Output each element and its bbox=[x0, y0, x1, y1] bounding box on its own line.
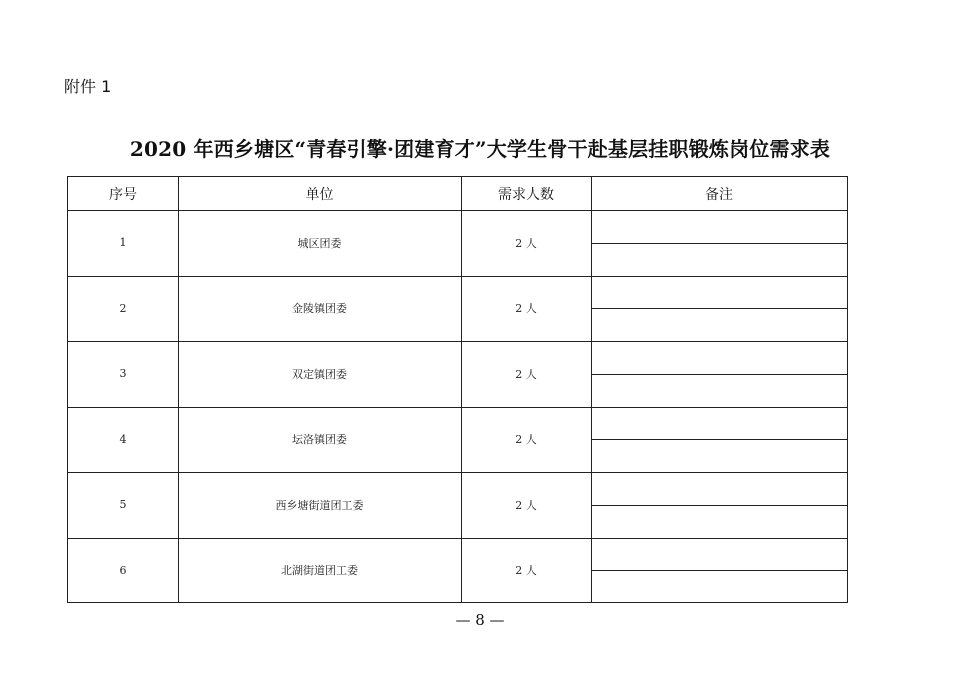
note-divider bbox=[591, 243, 847, 244]
row-note-cell bbox=[591, 505, 847, 538]
requirements-table bbox=[67, 176, 848, 603]
row-index: 1 bbox=[119, 236, 127, 250]
row-count: 2 人 bbox=[515, 236, 537, 250]
row-unit: 城区团委 bbox=[297, 236, 342, 250]
note-divider bbox=[591, 374, 847, 375]
attachment-label: 附件 1 bbox=[64, 77, 112, 96]
row-unit: 坛洛镇团委 bbox=[292, 433, 347, 447]
note-divider bbox=[591, 439, 847, 440]
row-index: 3 bbox=[119, 367, 127, 381]
row-note-cell bbox=[591, 407, 847, 440]
row-index: 4 bbox=[119, 432, 127, 446]
row-note-cell bbox=[591, 472, 847, 505]
row-unit: 西乡塘街道团工委 bbox=[275, 498, 364, 512]
row-note-cell bbox=[591, 308, 847, 341]
row-note-cell bbox=[591, 341, 847, 374]
page-number: — 8 — bbox=[455, 611, 505, 629]
row-unit: 双定镇团委 bbox=[292, 367, 347, 381]
row-unit: 北湖街道团工委 bbox=[281, 564, 358, 578]
row-note-cell bbox=[591, 538, 847, 571]
header-unit: 单位 bbox=[305, 186, 334, 203]
row-note-cell bbox=[591, 439, 847, 472]
row-note-cell bbox=[591, 570, 847, 603]
row-unit: 金陵镇团委 bbox=[292, 302, 347, 316]
row-note-cell bbox=[591, 210, 847, 243]
row-count: 2 人 bbox=[515, 302, 537, 316]
page-title: 2020 年西乡塘区“青春引擎·团建育才”大学生骨干赴基层挂职锻炼岗位需求表 bbox=[129, 137, 831, 161]
row-count: 2 人 bbox=[515, 564, 537, 578]
row-count: 2 人 bbox=[515, 367, 537, 381]
note-divider bbox=[591, 505, 847, 506]
header-count: 需求人数 bbox=[498, 186, 554, 203]
row-index: 2 bbox=[119, 301, 127, 315]
row-count: 2 人 bbox=[515, 433, 537, 447]
row-count: 2 人 bbox=[515, 498, 537, 512]
note-divider bbox=[591, 570, 847, 571]
row-index: 5 bbox=[119, 498, 127, 512]
row-note-cell bbox=[591, 276, 847, 309]
note-divider bbox=[591, 308, 847, 309]
row-note-cell bbox=[591, 374, 847, 407]
header-index: 序号 bbox=[109, 186, 137, 203]
row-note-cell bbox=[591, 243, 847, 276]
header-note: 备注 bbox=[705, 186, 733, 203]
row-index: 6 bbox=[119, 563, 127, 577]
